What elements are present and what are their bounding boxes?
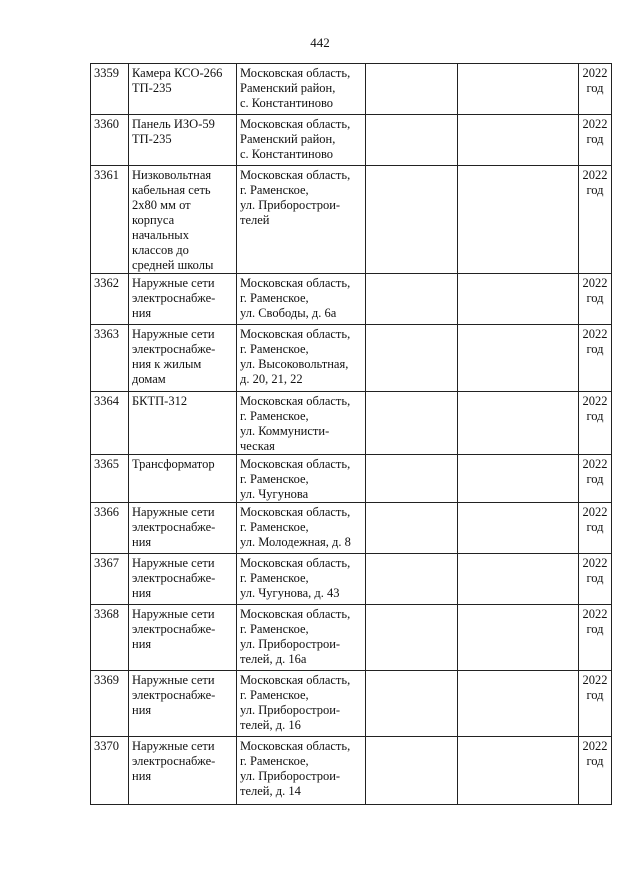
address-line: ул. Чугунова [240,487,309,501]
object-name-cell [129,554,237,605]
empty-cell [458,325,579,392]
year-line: год [586,409,604,423]
name-line: кабельная сеть [132,183,211,197]
address-line: Московская область, [240,327,351,341]
year-cell [579,392,612,455]
name-line: ния [132,637,152,651]
name-line: ния [132,703,152,717]
address-line: г. Раменское, [240,291,309,305]
object-name-cell [129,166,237,274]
name-line: ния [132,769,152,783]
row-number-cell: 3362 [91,274,129,325]
empty-cell [458,115,579,166]
row-number-cell: 3368 [91,605,129,671]
row-number-cell: 3363 [91,325,129,392]
address-line: Московская область, [240,457,351,471]
address-line: г. Раменское, [240,472,309,486]
address-line: ул. Молодежная, д. 8 [240,535,351,549]
row-number-cell: 3369 [91,671,129,737]
year-line: год [586,520,604,534]
address-line: Московская область, [240,168,351,182]
name-line: ния [132,535,152,549]
address-line: с. Константиново [240,96,334,110]
address-line: г. Раменское, [240,688,309,702]
table-row [91,64,612,115]
address-line: ческая [240,439,275,453]
name-line: Наружные сети [132,739,215,753]
registry-table [90,63,612,805]
address-line: г. Раменское, [240,622,309,636]
address-line: с. Константиново [240,147,334,161]
name-line: Камера КСО-266 [132,66,223,80]
empty-cell [458,274,579,325]
empty-cell [366,115,458,166]
year-line: 2022 [582,505,608,519]
object-name-cell [129,325,237,392]
address-line: ул. Свободы, д. 6а [240,306,337,320]
address-line: ул. Коммунисти- [240,424,330,438]
year-line: год [586,754,604,768]
object-name-cell [129,455,237,503]
year-line: 2022 [582,276,608,290]
address-cell [237,671,366,737]
name-line: электроснабже- [132,571,216,585]
name-line: Наружные сети [132,276,215,290]
empty-cell [366,605,458,671]
address-cell [237,325,366,392]
name-line: Наружные сети [132,505,215,519]
table-row [91,554,612,605]
year-line: 2022 [582,327,608,341]
name-line: Панель ИЗО-59 [132,117,215,131]
address-line: Раменский район, [240,132,336,146]
address-line: Московская область, [240,607,351,621]
address-line: ул. Чугунова, д. 43 [240,586,340,600]
address-cell [237,554,366,605]
address-cell [237,115,366,166]
name-line: БКТП-312 [132,394,188,408]
address-line: Московская область, [240,117,351,131]
year-cell [579,554,612,605]
name-line: Наружные сети [132,327,215,341]
table-row [91,503,612,554]
row-number-cell: 3360 [91,115,129,166]
empty-cell [458,737,579,805]
object-name-cell [129,605,237,671]
name-line: Наружные сети [132,607,215,621]
name-line: Низковольтная [132,168,212,182]
empty-cell [458,166,579,274]
object-name-cell [129,274,237,325]
name-line: электроснабже- [132,291,216,305]
address-cell [237,166,366,274]
table-row [91,671,612,737]
table-row [91,166,612,274]
year-line: 2022 [582,556,608,570]
empty-cell [366,737,458,805]
empty-cell [366,166,458,274]
address-cell [237,503,366,554]
address-cell [237,605,366,671]
address-line: Московская область, [240,505,351,519]
address-line: г. Раменское, [240,571,309,585]
name-line: средней школы [132,258,214,272]
year-cell [579,503,612,554]
name-line: электроснабже- [132,688,216,702]
table-row [91,115,612,166]
name-line: ТП-235 [132,81,172,95]
year-line: 2022 [582,607,608,621]
table-row [91,737,612,805]
address-line: ул. Высоковольтная, [240,357,349,371]
empty-cell [366,455,458,503]
empty-cell [366,671,458,737]
object-name-cell [129,64,237,115]
empty-cell [366,392,458,455]
name-line: Наружные сети [132,673,215,687]
empty-cell [458,671,579,737]
empty-cell [366,64,458,115]
year-cell [579,605,612,671]
year-line: год [586,688,604,702]
table-row [91,605,612,671]
row-number-cell: 3365 [91,455,129,503]
empty-cell [458,503,579,554]
address-line: ул. Приборострои- [240,703,341,717]
address-line: Московская область, [240,739,351,753]
row-number-cell: 3359 [91,64,129,115]
address-cell [237,737,366,805]
address-cell [237,455,366,503]
table-body [91,64,612,805]
year-line: 2022 [582,673,608,687]
year-line: 2022 [582,168,608,182]
empty-cell [458,605,579,671]
year-line: 2022 [582,739,608,753]
object-name-cell [129,503,237,554]
empty-cell [458,554,579,605]
row-number-cell: 3366 [91,503,129,554]
year-cell [579,274,612,325]
name-line: домам [132,372,166,386]
name-line: ТП-235 [132,132,172,146]
name-line: классов до [132,243,189,257]
address-line: г. Раменское, [240,342,309,356]
name-line: Трансформатор [132,457,215,471]
address-cell [237,274,366,325]
address-cell [237,392,366,455]
name-line: электроснабже- [132,622,216,636]
year-line: год [586,342,604,356]
object-name-cell [129,737,237,805]
object-name-cell [129,392,237,455]
empty-cell [366,274,458,325]
address-line: д. 20, 21, 22 [240,372,303,386]
year-line: год [586,183,604,197]
address-line: Московская область, [240,276,351,290]
year-line: год [586,571,604,585]
year-line: 2022 [582,117,608,131]
row-number-cell: 3364 [91,392,129,455]
name-line: ния [132,306,152,320]
year-line: год [586,622,604,636]
address-cell [237,64,366,115]
table-row [91,325,612,392]
address-line: телей, д. 16а [240,652,307,666]
address-line: Раменский район, [240,81,336,95]
name-line: электроснабже- [132,754,216,768]
year-cell [579,115,612,166]
address-line: Московская область, [240,66,351,80]
table-row [91,392,612,455]
year-cell [579,455,612,503]
empty-cell [458,455,579,503]
name-line: ния к жилым [132,357,202,371]
year-line: год [586,472,604,486]
year-line: 2022 [582,457,608,471]
empty-cell [366,554,458,605]
table-row [91,455,612,503]
address-line: ул. Приборострои- [240,769,341,783]
row-number-cell: 3370 [91,737,129,805]
address-line: телей [240,213,270,227]
empty-cell [458,392,579,455]
empty-cell [366,325,458,392]
year-line: год [586,81,604,95]
year-cell [579,737,612,805]
year-line: год [586,132,604,146]
name-line: электроснабже- [132,342,216,356]
year-line: 2022 [582,66,608,80]
year-cell [579,325,612,392]
year-line: 2022 [582,394,608,408]
address-line: г. Раменское, [240,409,309,423]
page-number: 442 [310,35,330,50]
address-line: ул. Приборострои- [240,198,341,212]
address-line: телей, д. 16 [240,718,301,732]
empty-cell [458,64,579,115]
year-line: год [586,291,604,305]
year-cell [579,64,612,115]
address-line: г. Раменское, [240,754,309,768]
year-cell [579,671,612,737]
name-line: начальных [132,228,189,242]
address-line: г. Раменское, [240,520,309,534]
address-line: Московская область, [240,556,351,570]
year-cell [579,166,612,274]
address-line: Московская область, [240,394,351,408]
name-line: Наружные сети [132,556,215,570]
address-line: г. Раменское, [240,183,309,197]
name-line: электроснабже- [132,520,216,534]
object-name-cell [129,671,237,737]
name-line: ния [132,586,152,600]
address-line: телей, д. 14 [240,784,301,798]
row-number-cell: 3367 [91,554,129,605]
name-line: 2х80 мм от [132,198,191,212]
empty-cell [366,503,458,554]
object-name-cell [129,115,237,166]
name-line: корпуса [132,213,175,227]
table-row [91,274,612,325]
row-number-cell: 3361 [91,166,129,274]
address-line: ул. Приборострои- [240,637,341,651]
address-line: Московская область, [240,673,351,687]
